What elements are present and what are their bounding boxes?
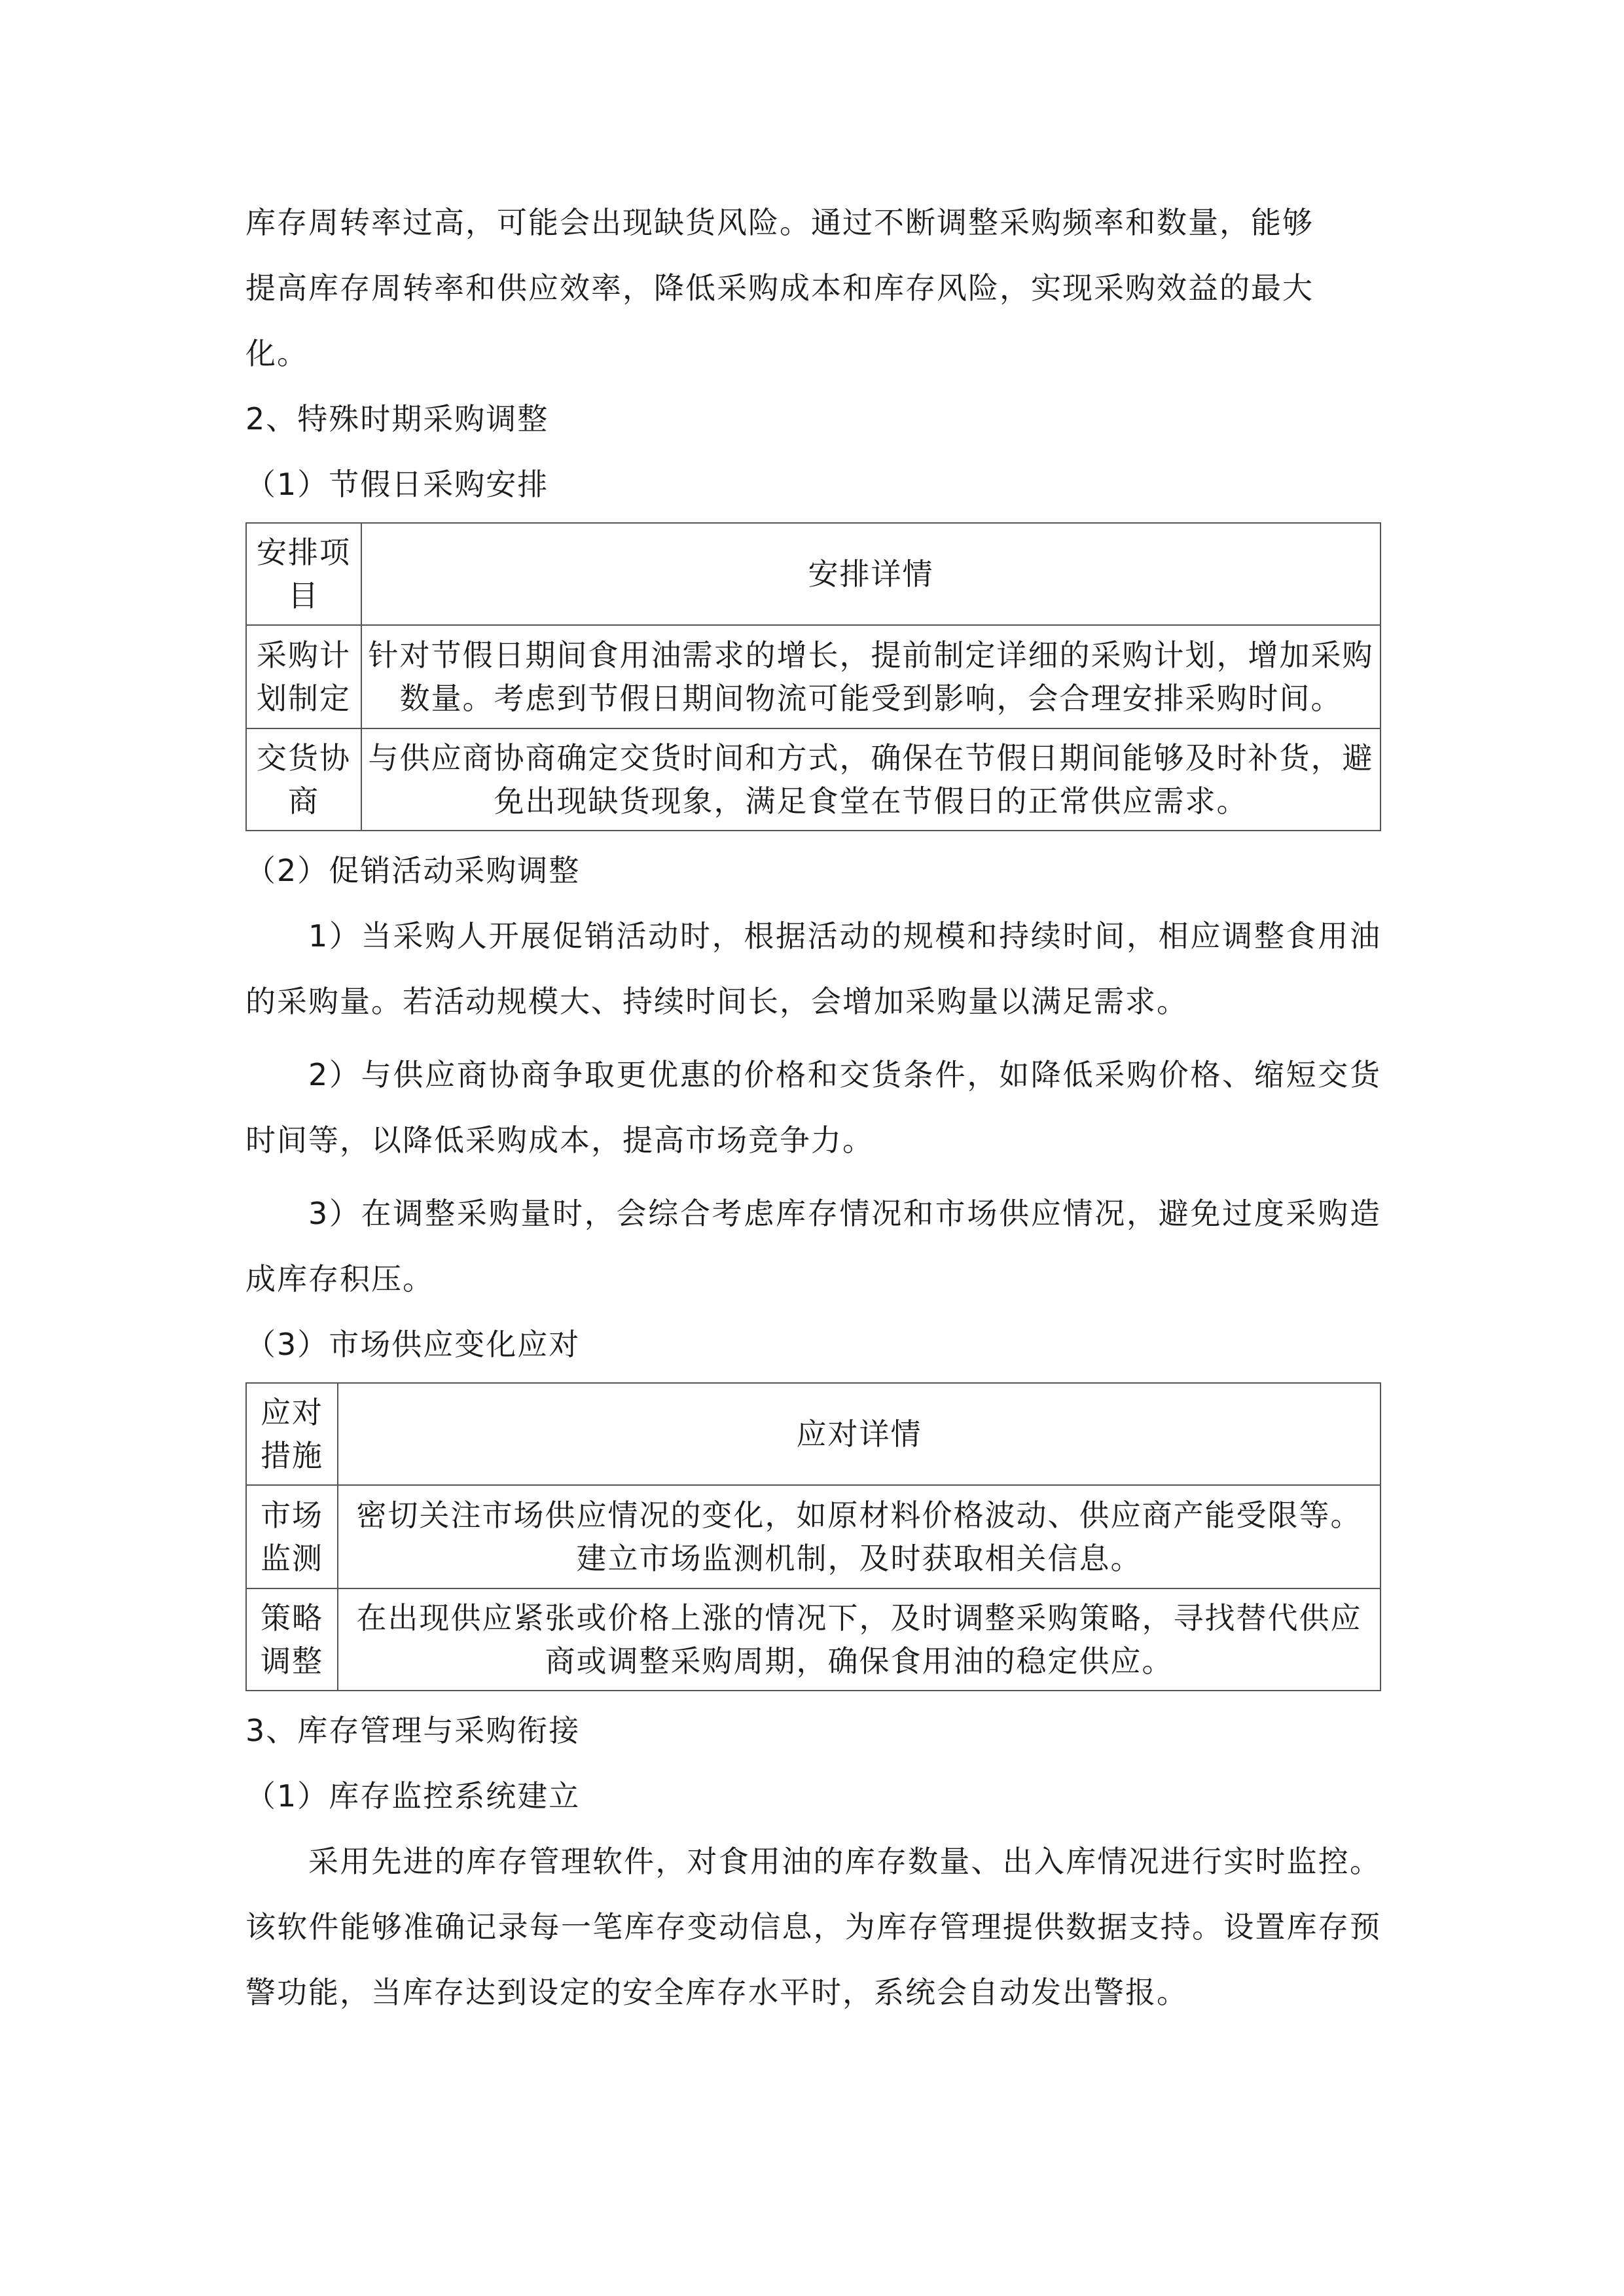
table-row (246, 625, 1380, 728)
paragraph: 2）与供应商协商争取更优惠的价格和交货条件，如降低采购价格、缩短交货时间等，以降低采购成本，提高市场竞争力。 (245, 1057, 1381, 1158)
table-cell-detail: 密切关注市场供应情况的变化，如原材料价格波动、供应商产能受限等。建立市场监测机制，及时获取相关信息。 (338, 1485, 1380, 1588)
intro-line-2: 提高库存周转率和供应效率，降低采购成本和库存风险，实现采购效益的最大 (245, 270, 1314, 306)
table-cell-detail: 在出现供应紧张或价格上涨的情况下，及时调整采购策略，寻找替代供应商或调整采购周期，确保食用油的稳定供应。 (338, 1588, 1380, 1691)
table-cell-detail: 针对节假日期间食用油需求的增长，提前制定详细的采购计划，增加采购数量。考虑到节假日期间物流可能受到影响，会合理安排采购时间。 (361, 625, 1380, 728)
table-row (246, 1485, 1380, 1588)
section-2-title: 2、特殊时期采购调整 (245, 401, 549, 437)
table-cell-detail: 与供应商协商确定交货时间和方式，确保在节假日期间能够及时补货，避免出现缺货现象，满足食堂在节假日的正常供应需求。 (361, 728, 1380, 831)
paragraph: 1）当采购人开展促销活动时，根据活动的规模和持续时间，相应调整食用油的采购量。若活动规模大、持续时间长，会增加采购量以满足需求。 (245, 918, 1381, 1019)
paragraph: 3）在调整采购量时，会综合考虑库存情况和市场供应情况，避免过度采购造成库存积压。 (245, 1196, 1381, 1297)
section-2-sub-1: （1）节假日采购安排 (245, 467, 549, 502)
section-2-sub-2: （2）促销活动采购调整 (245, 853, 581, 888)
document-page (245, 190, 1381, 2025)
table-header-cell: 安排详情 (361, 523, 1380, 625)
intro-line-3: 化。 (245, 336, 308, 371)
table-cell-item: 交货协商 (246, 728, 361, 831)
table-cell-item: 市场监测 (246, 1485, 338, 1588)
table-row (246, 728, 1380, 831)
section-2-sub-3: （3）市场供应变化应对 (245, 1327, 581, 1362)
table-header-cell: 安排项目 (246, 523, 361, 625)
table-header-cell: 应对详情 (338, 1383, 1380, 1485)
section-3-title: 3、库存管理与采购衔接 (245, 1713, 581, 1748)
intro-line-1: 库存周转率过高，可能会出现缺货风险。通过不断调整采购频率和数量，能够 (245, 205, 1314, 240)
section-3-sub-1: （1）库存监控系统建立 (245, 1778, 581, 1814)
holiday-arrangement-table (245, 522, 1381, 831)
table-cell-item: 策略调整 (246, 1588, 338, 1691)
table-cell-item: 采购计划制定 (246, 625, 361, 728)
paragraph: 采用先进的库存管理软件，对食用油的库存数量、出入库情况进行实时监控。该软件能够准确记录每一笔库存变动信息，为库存管理提供数据支持。设置库存预警功能，当库存达到设定的安全库存水平时，系统会自动发出警报。 (245, 1844, 1381, 2010)
table-row (246, 1588, 1380, 1691)
table-header-cell: 应对措施 (246, 1383, 338, 1485)
table-header-row (246, 523, 1380, 625)
market-response-table (245, 1382, 1381, 1691)
table-header-row (246, 1383, 1380, 1485)
